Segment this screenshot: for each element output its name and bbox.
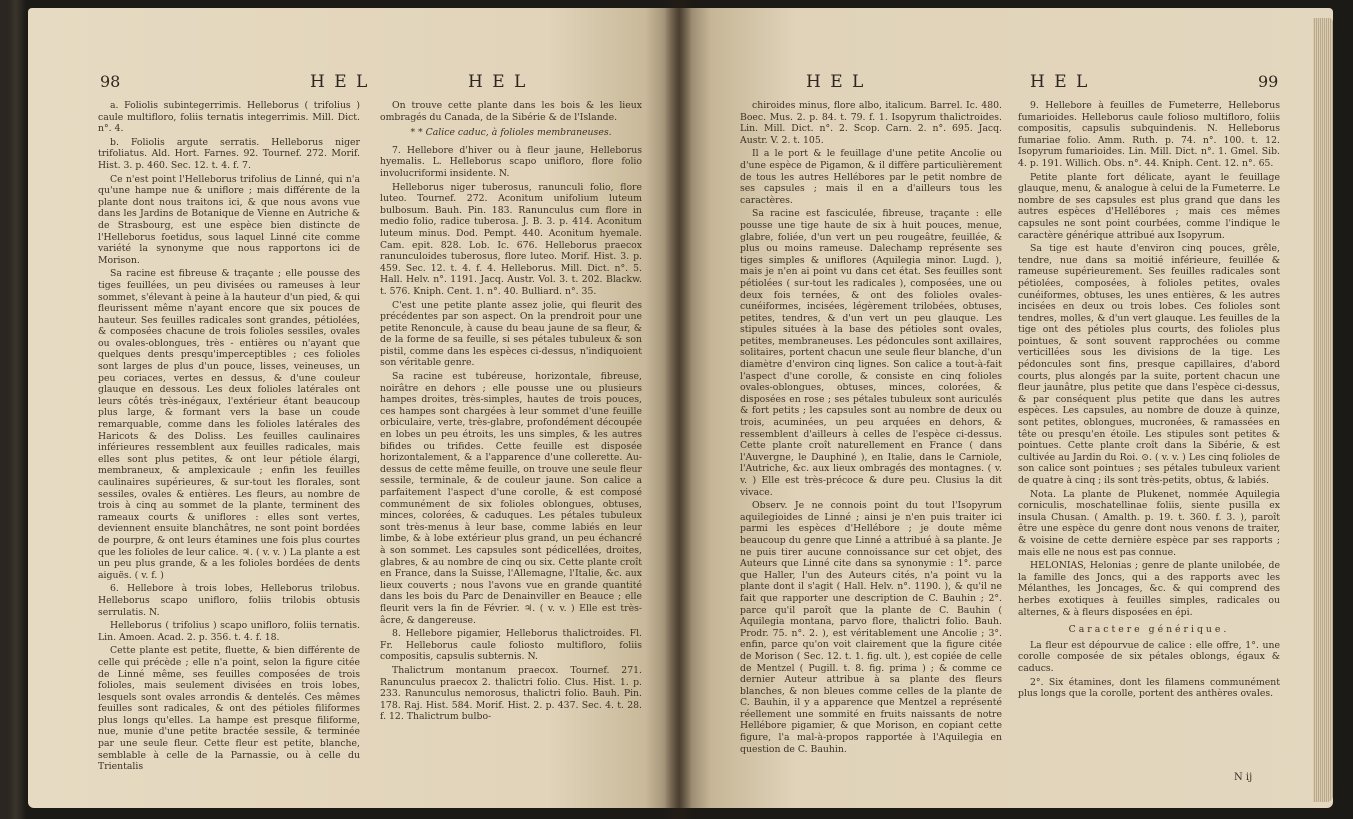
- right-page-number: 99: [1258, 72, 1279, 91]
- paragraph: Sa tige est haute d'environ cinq pouces, grêle, tendre, nue dans sa moitié inférieure, feuillée & rameuse supérieurement. Ses feuilles radicales sont pétiolées, composées, à folioles petites, ovales cunéiformes, obtuses, les unes entières, & les autres incisées en deux ou trois lobes. Ces folioles sont tendres, molles, & d'un vert glauque. Les feuilles de la tige ont des pétioles plus courts, des folioles plus pointues, & sont souvent rapprochées ou comme verticillées sous les divisions de la tige. Les pédoncules sont fins, presque capillaires, d'abord courts, plus alongés par la suite, portent chacun une fleur jaunâtre, plus petite que dans l'espèce ci-dessus, & par conséquent plus petite que dans les autres espèces. Les capsules, au nombre de douze à quinze, sont petites, oblongues, mucronées, & ramassées en tête ou presqu'en étoile. Les stipules sont petites & pointues. Cette plante croît dans la Sibérie, & est cultivée au Jardin du Roi. ⊙. ( v. v. ) Les cinq folioles de son calice sont pointues ; ses pétales tubuleux varient de quatre à cinq ; ils sont très-petits, obtus, & labiés.: [1018, 243, 1280, 486]
- paragraph: Thalictrum montanum praecox. Tournef. 271. Ranunculus praecox 2. thalictri folio. Clus. Hist. 1. p. 233. Ranunculus nemorosus, thalictri folio. Bauh. Pin. 178. Raj. Hist. 584. Morif. Hist. 2. p. 437. Sec. 4. t. 28. f. 12. Thalictrum bulbo-: [380, 664, 642, 723]
- left-column-2: [380, 100, 642, 760]
- paragraph: C'est une petite plante assez jolie, qui fleurit des précédentes par son aspect. On la prendroit pour une petite Renoncule, à cause du beau jaune de sa fleur, & de la forme de sa feuille, si ses pétales tubuleux & son pistil, comme dans les espèces ci-dessus, n'indiquoient son véritable genre.: [380, 299, 642, 369]
- left-running-head-2: H E L: [468, 72, 528, 92]
- paragraph: 2°. Six étamines, dont les filamens communément plus longs que la corolle, portent des anthères ovales.: [1018, 676, 1280, 700]
- paragraph: Cette plante est petite, fluette, & bien différente de celle qui précède ; elle n'a point, selon la figure citée de Linné même, ses feuilles composées de trois folioles, mais seulement divisées en trois lobes, lesquels sont ovales arrondis & dentelés. Ces mêmes feuilles sont radicales, & ont des pétioles filiformes plus longs qu'elles. La hampe est presque filiforme, nue, munie d'une petite bractée sessile, & terminée par une seule fleur. Cette fleur est petite, blanche, semblable à celle de la Parnassie, ou à celle du Trientalis: [98, 645, 360, 773]
- paragraph: Nota. La plante de Plukenet, nommée Aquilegia corniculis, moschatellinae foliis, siente pusilla ex insula Chusan. ( Amalth. p. 19. t. 360. f. 3. ), paroît être une espèce du genre dont nous venons de traiter, & voisine de cette dernière espèce par ses rapports ; mais elle ne nous est pas connue.: [1018, 488, 1280, 558]
- paragraph: La fleur est dépourvue de calice : elle offre, 1°. une corolle composée de six pétales oblongs, égaux & caducs.: [1018, 639, 1280, 674]
- section-subheading: Caractere générique.: [1068, 624, 1230, 636]
- left-column-1: [98, 100, 360, 773]
- paragraph: On trouve cette plante dans les bois & les lieux ombragés du Canada, de la Sibérie & de l'Islande.: [380, 100, 642, 123]
- paragraph: Petite plante fort délicate, ayant le feuillage glauque, menu, & analogue à celui de la Fumeterre. Le nombre de ses capsules est plus grand que dans les autres espèces d'Hellébores ; mais ces mêmes capsules ne sont point courbées, comme l'indique le caractère générique attribué aux Isopyrum.: [1018, 171, 1280, 241]
- paragraph: 9. Hellebore à feuilles de Fumeterre, Helleborus fumarioides. Helleborus caule folioso multifloro, foliis compositis, capsulis subquindenis. N. Helleborus fumariae folio. Amm. Ruth. p. 74. n°. 100. t. 12. Isopyrum fumarioides. Lin. Mill. Dict. n°. 1. Gmel. Sib. 4. p. 191. Willich. Obs. n°. 44. Kniph. Cent. 12. n°. 65.: [1018, 100, 1280, 169]
- paragraph: HELONIAS, Helonias ; genre de plante unilobée, de la famille des Joncs, qui a des rapports avec les Mélanthes, les Joncages, &c. & qui comprend des herbes exotiques à feuilles simples, radicales ou alternes, & à fleurs disposées en épi.: [1018, 560, 1280, 618]
- left-running-head-1: H E L: [310, 72, 370, 92]
- paragraph: b. Foliolis argute serratis. Helleborus niger trifoliatus. Ald. Hort. Farnes. 92. Tournef. 272. Morif. Hist. 3. p. 460. Sec. 12. t. 4. f. 7.: [98, 136, 360, 171]
- paragraph: chiroides minus, flore albo, italicum. Barrel. Ic. 480. Boec. Mus. 2. p. 84. t. 79. f. 1. Isopyrum thalictroides. Lin. Mill. Dict. n°. 2. Scop. Carn. 2. n°. 695. Jacq. Austr. V. 2. t. 105.: [740, 100, 1002, 146]
- book-gutter: [664, 0, 692, 819]
- left-page: [28, 8, 678, 808]
- page-edges: [1313, 18, 1333, 802]
- right-page: [678, 8, 1333, 808]
- paragraph: 6. Hellebore à trois lobes, Helleborus trilobus. Helleborus scapo unifloro, foliis trilobis obtusis serrulatis. N.: [98, 583, 360, 618]
- section-subheading: * * Calice caduc, à folioles membraneuses.: [410, 127, 612, 139]
- left-page-number: 98: [100, 72, 121, 91]
- paragraph: Sa racine est tubéreuse, horizontale, fibreuse, noirâtre en dehors ; elle pousse une ou plusieurs hampes droites, très-simples, hautes de trois pouces, ces hampes sont chargées à leur sommet d'une feuille orbiculaire, verte, très-glabre, profondément découpée en lobes un peu étroits, les uns simples, & les autres bifides ou trifides. Cette feuille est disposée horizontalement, & a l'apparence d'une collerette. Au-dessus de cette même feuille, on trouve une seule fleur sessile, terminale, & de couleur jaune. Son calice a parfaitement l'aspect d'une corolle, & est composé communément de six folioles oblongues, obtuses, minces, colorées, & caduques. Les pétales tubuleux sont très-menus à leur base, comme labiés en leur limbe, & à lobe extérieur plus grand, un peu échancré à son sommet. Les capsules sont pédicellées, droites, glabres, & au nombre de cinq ou six. Cette plante croît en France, dans la Suisse, l'Allemagne, l'Italie, &c. aux lieux couverts ; nous l'avons vue en grande quantité dans les bois du Parc de Denainviller en Beauce ; elle fleurit vers la fin de Février. ♃. ( v. v. ) Elle est très-âcre, & dangereuse.: [380, 371, 642, 626]
- paragraph: Helleborus niger tuberosus, ranunculi folio, flore luteo. Tournef. 272. Aconitum unifolium luteum bulbosum. Bauh. Pin. 183. Ranunculus cum flore in medio folio, radice tuberosa. J. B. 3. p. 414. Aconitum luteum minus. Dod. Pempt. 440. Aconitum hyemale. Cam. epit. 828. Lob. Ic. 676. Helleborus praecox ranunculoides tuberosus, flore luteo. Morif. Hist. 3. p. 459. Sec. 12. t. 4. f. 4. Helleborus. Mill. Dict. n°. 5. Hall. Helv. n°. 1191. Jacq. Austr. Vol. 3. t. 202. Blackw. t. 576. Kniph. Cent. 1. n°. 40. Bulliard. n°. 35.: [380, 181, 642, 297]
- paragraph: Sa racine est fibreuse & traçante ; elle pousse des tiges feuillées, un peu divisées ou rameuses à leur sommet, s'élevant à peine à la hauteur d'un pied, & qui fleurissent même n'ayant encore que six pouces de hauteur. Ses feuilles radicales sont grandes, pétiolées, & composées chacune de trois folioles sessiles, ovales ou ovales-oblongues, très - entières ou n'ayant que quelques dents presqu'imperceptibles ; ces folioles sont larges de plus d'un pouce, lisses, veineuses, un peu coriaces, vertes en dessus, & d'une couleur glauque en dessous. Les deux folioles latérales ont leurs côtés très-inégaux, l'extérieur étant beaucoup plus large, & formant vers la base un coude remarquable, comme dans les folioles latérales des Haricots & des Doliss. Les feuilles caulinaires inférieures ressemblent aux feuilles radicales, mais elles sont plus petites, & ont leur pétiole élargi, membraneux, & amplexicaule ; enfin les feuilles caulinaires supérieures, & sur-tout les florales, sont sessiles, ovales & entières. Les fleurs, au nombre de trois à cinq au sommet de la plante, terminent des rameaux courts & uniflores : elles sont vertes, deviennent ensuite blanchâtres, ne sont point bordées de pourpre, & ont leurs étamines une fois plus courtes que les folioles de leur calice. ♃. ( v. v. ) La plante a est un peu plus grande, & a les folioles bordées de dents aiguës. ( v. f. ): [98, 268, 360, 581]
- paragraph: Ce n'est point l'Helleborus trifolius de Linné, qui n'a qu'une hampe nue & uniflore ; mais différente de la plante dont nous traitons ici, & que nous avons vue dans les Jardins de Botanique de Vienne en Autriche & de Strasbourg, est une espèce bien distincte de l'Helleborus foetidus, sous laquel Linné cite comme variété la synonyme que nous rapportons ici de Morison.: [98, 173, 360, 266]
- paragraph: Observ. Je ne connois point du tout l'Isopyrum aquilegioides de Linné ; ainsi je n'en puis traiter ici parmi les espèces d'Hellébore ; je doute même beaucoup du genre que Linné a attribué à sa plante. Je ne puis tirer aucune connoissance sur cet objet, des Auteurs que Linné cite dans sa synonymie : 1°. parce que Haller, l'un des Auteurs cités, n'a point vu la plante dont il s'agit ( Hall. Helv. n°. 1190. ), & qu'il ne fait que rapporter une description de C. Bauhin ; 2°. parce qu'il paroît que la plante de C. Bauhin ( Aquilegia montana, parvo flore, thalictri folio. Bauh. Prodr. 75. n°. 2. ), est véritablement une Ancolie ; 3°. enfin, parce qu'on voit clairement que la figure citée de Morison ( Sec. 12. t. 1. fig. ult. ), est copiée de celle de Mentzel ( Pugill. t. 8. fig. prima ) ; & comme ce dernier Auteur attribue à sa plante des fleurs blanches, & non bleues comme celles de la plante de C. Bauhin, il y a apparence que Mentzel a représenté réellement une sommité en fruits naissants de notre Hellébore pigamier, & que Morison, en copiant cette figure, l'a mal-à-propos rapportée à l'Aquilegia en question de C. Bauhin.: [740, 500, 1002, 755]
- paragraph: a. Foliolis subintegerrimis. Helleborus ( trifolius ) caule multifloro, foliis ternatis integerrimis. Mill. Dict. n°. 4.: [98, 100, 360, 135]
- paragraph: Helleborus ( trifolius ) scapo unifloro, foliis ternatis. Lin. Amoen. Acad. 2. p. 356. t. 4. f. 18.: [98, 620, 360, 643]
- paragraph: Il a le port & le feuillage d'une petite Ancolie ou d'une espèce de Pigamon, & il diffère particulièrement de tous les autres Hellébores par le petit nombre de ses capsules ; mais il en a d'ailleurs tous les caractères.: [740, 148, 1002, 206]
- right-running-head-2: H E L: [1030, 72, 1090, 92]
- paragraph: 8. Hellebore pigamier, Helleborus thalictroides. Fl. Fr. Helleborus caule foliosto multifloro, foliis compositis, capsulis subternis. N.: [380, 628, 642, 663]
- paragraph: Sa racine est fasciculée, fibreuse, traçante : elle pousse une tige haute de six à huit pouces, menue, glabre, foliée, d'un vert un peu rougeâtre, feuillée, & plus ou moins rameuse. Dalechamp représente ses tiges simples & uniflores (Aquilegia minor. Lugd. ), mais je n'en ai point vu dans cet état. Ses feuilles sont pétiolées ( sur-tout les radicales ), composées, une ou deux fois ternées, & ont des folioles ovales-cunéiformes, incisées, légèrement trilobées, obtuses, petites, tendres, & d'un vert un peu glauque. Les stipules situées à la base des pétioles sont ovales, petites, membraneuses. Les pédoncules sont axillaires, solitaires, portent chacun une seule fleur blanche, d'un diamètre d'environ cinq lignes. Son calice a tout-à-fait l'aspect d'une corolle, & consiste en cinq folioles ovales-oblongues, obtuses, minces, colorées, & disposées en rose ; ses pétales tubuleux sont auriculés & fort petits ; les capsules sont au nombre de deux ou trois, acuminées, un peu arquées en dehors, & ressemblent d'ailleurs à celles de l'espèce ci-dessus. Cette plante croît naturellement en France ( dans l'Auvergne, le Dauphiné ), en Italie, dans le Carniole, l'Autriche, &c. aux lieux ombragés des montagnes. ( v. v. ) Elle est très-précoce & dure peu. Clusius la dit vivace.: [740, 208, 1002, 498]
- signature-mark: N ij: [1234, 772, 1253, 783]
- paragraph: 7. Hellebore d'hiver ou à fleur jaune, Helleborus hyemalis. L. Helleborus scapo unifloro, flore folio involucriformi insidente. N.: [380, 144, 642, 179]
- right-running-head-1: H E L: [806, 72, 866, 92]
- right-column-1: [740, 100, 1002, 760]
- right-column-2: [1018, 100, 1280, 760]
